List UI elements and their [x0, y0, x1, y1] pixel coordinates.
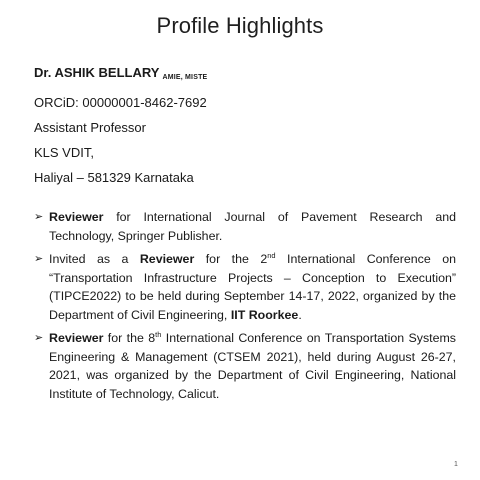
highlight-role: Reviewer [139, 252, 195, 266]
highlights-list [34, 208, 456, 408]
highlight-item [34, 208, 456, 245]
profile-name-line [34, 60, 454, 90]
profile-position: Assistant Professor [34, 120, 146, 135]
profile-institution: KLS VDIT, [34, 145, 94, 160]
highlight-text: International Conference on “Transportation Infrastructure Projects – Conception to Execution” (TIPCE2022) to be held during September 14-17, 2022, organized by the Department of Civil Engineering, [49, 252, 456, 322]
slide-title: Profile Highlights [156, 13, 324, 38]
highlight-text: International Conference on Transportation Systems Engineering & Management (CTSEM 2021), held during August 26-27, 2021, was organized by the Department of Civil Engineering, National Institute of Technology, Calicut. [49, 331, 457, 401]
arrow-bullet-icon: ➢ [34, 211, 44, 223]
profile-name-suffix: AMIE, MISTE [162, 74, 208, 81]
highlight-end: . [298, 307, 302, 322]
ordinal-suffix: th [155, 330, 162, 339]
highlight-role: Reviewer [49, 210, 104, 224]
highlight-text: for the 2 [194, 252, 268, 266]
highlight-role: Reviewer [49, 331, 104, 345]
profile-location: Haliyal – 581329 Karnataka [34, 170, 194, 185]
highlight-text: for the 8 [103, 331, 156, 345]
page-number: 1 [454, 461, 458, 468]
highlight-text: for International Journal of Pavement Research and Technology, Springer Publisher. [49, 210, 456, 243]
highlight-item [34, 329, 456, 403]
profile-block [34, 60, 454, 190]
highlight-item [34, 250, 456, 324]
highlight-prefix: Invited as a [49, 252, 140, 266]
ordinal-suffix: nd [267, 251, 276, 260]
profile-orcid: ORCiD: 00000001-8462-7692 [34, 95, 207, 110]
highlight-org: IIT Roorkee [230, 307, 299, 322]
profile-name: Dr. ASHIK BELLARY [34, 65, 160, 80]
arrow-bullet-icon: ➢ [34, 332, 44, 344]
arrow-bullet-icon: ➢ [34, 253, 44, 265]
